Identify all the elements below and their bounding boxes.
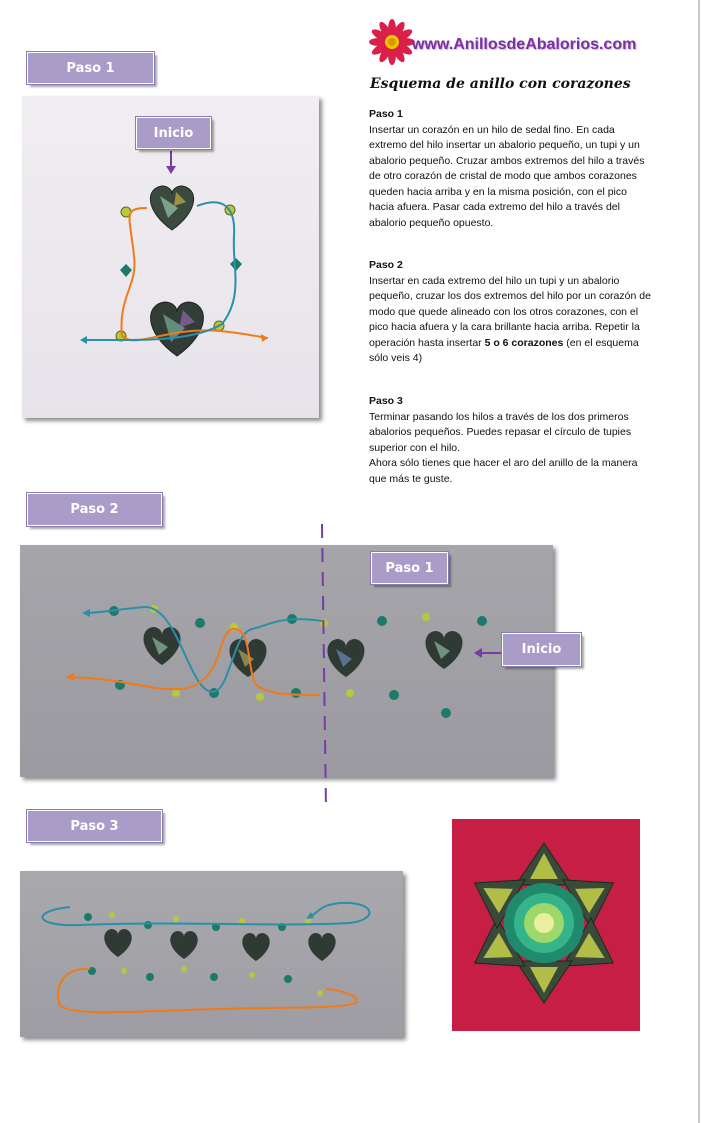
finished-ring-photo — [452, 819, 640, 1031]
divider-dashed-line — [318, 524, 330, 810]
inicio-label: Inicio — [136, 117, 211, 149]
step2-bold: 5 o 6 corazones — [484, 336, 564, 349]
step2-body: Insertar en cada extremo del hilo un tupi y un abalorio pequeño, cruzar los dos extremos del hilo por un corazón de modo que quede alineado con los otros corazones, con el pico hacia afuera y la cara brillante hacia arriba. Repetir la operación hasta insertar 5 o 6 corazones (en el esquema sólo veis 4) — [369, 274, 651, 364]
paso1-inline-label: Paso 1 — [371, 552, 448, 584]
ring-illustration — [452, 819, 640, 1031]
site-url: www.AnillosdeAbalorios.com — [412, 36, 637, 53]
step2-text — [369, 258, 654, 367]
step3-diagram — [20, 871, 403, 1037]
heart-top — [150, 186, 193, 230]
heart-bottom — [151, 302, 204, 356]
flower-logo-icon — [368, 18, 418, 68]
paso3-label: Paso 3 — [27, 810, 162, 842]
page-title: Esquema de anillo con corazones — [370, 76, 631, 92]
step3-photo — [20, 871, 403, 1037]
hearts-row-3 — [104, 929, 335, 961]
step3-text — [369, 394, 654, 487]
step3-body-b: Ahora sólo tienes que hacer el aro del anillo de la manera que más te guste. — [369, 457, 638, 485]
step2-diagram — [20, 545, 553, 777]
step3-heading: Paso 3 — [369, 395, 403, 407]
step1-body: Insertar un corazón en un hilo de sedal fino. En cada extremo del hilo insertar un abalorio pequeño, un tupi y un abalorio pequeño. Cruzar ambos extremos del hilo a través de otro corazón de cristal de modo que ambos corazones queden hacia arriba y en la misma posición, con el pico hacia afuera. Pasar cada extremo del hilo a través del abalorio pequeño opuesto. — [369, 123, 645, 229]
inicio-inline-label: Inicio — [502, 633, 581, 666]
page-edge — [698, 0, 700, 1123]
step3-body-a: Terminar pasando los hilos a través de los dos primeros abalorios pequeños. Puedes repasar el círculo de tupies superior con el hilo. — [369, 410, 632, 454]
step2-heading: Paso 2 — [369, 259, 403, 271]
step1-heading: Paso 1 — [369, 108, 403, 120]
paso1-label: Paso 1 — [27, 52, 154, 84]
step2-photo — [20, 545, 553, 777]
paso2-label: Paso 2 — [27, 493, 162, 526]
step1-text — [369, 107, 654, 231]
